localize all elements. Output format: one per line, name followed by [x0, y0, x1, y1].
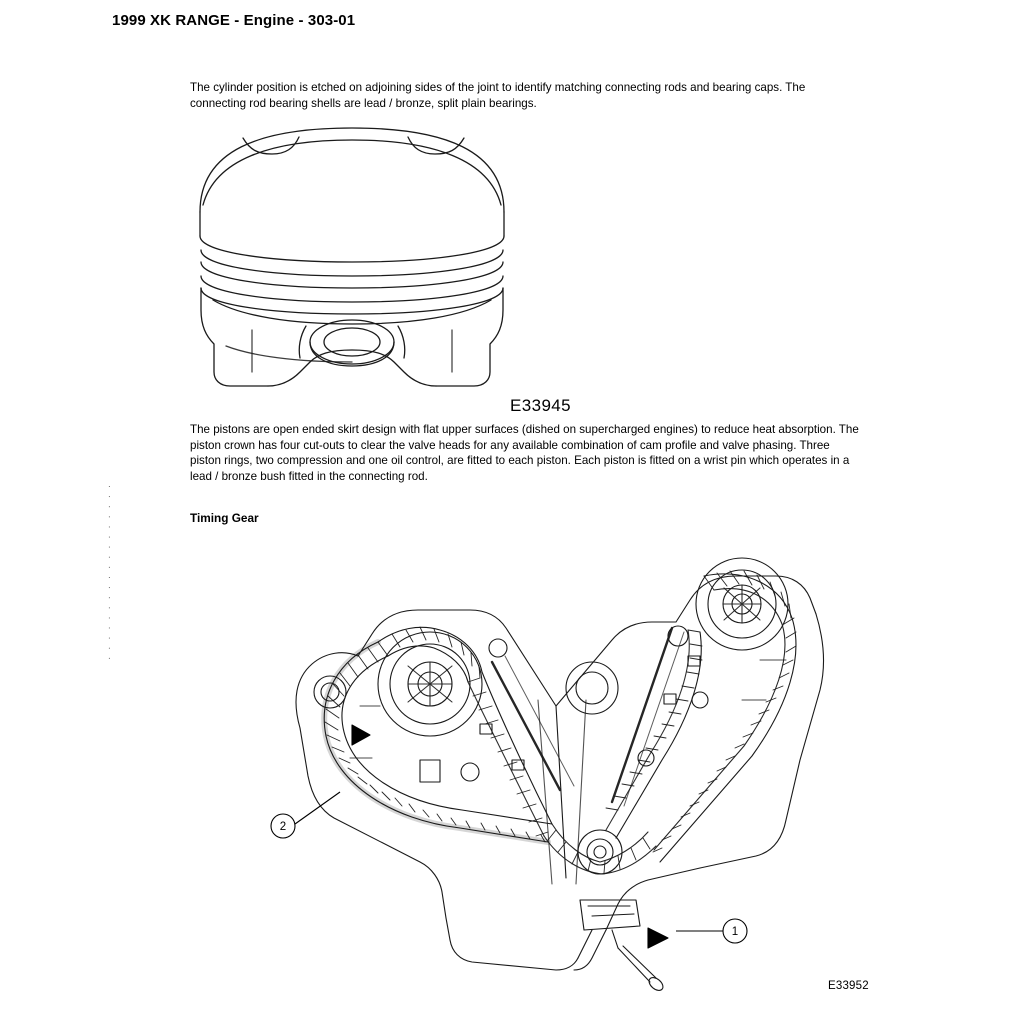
paragraph-connecting-rods: The cylinder position is etched on adjoining sides of the joint to identify matching connecting rods and bearing caps. The connecting rod bearing shells are lead / bronze, split plain bearings.	[190, 81, 806, 110]
callout-2	[271, 792, 340, 838]
section-heading-timing-gear: Timing Gear	[190, 511, 259, 525]
page-title: 1999 XK RANGE - Engine - 303-01	[112, 12, 356, 29]
margin-dotted-text: · · · · · · · · · · · · · · · · · ·	[104, 482, 115, 660]
paragraph-pistons: The pistons are open ended skirt design with flat upper surfaces (dished on supercharged engines) to reduce heat absorption. The piston crown has four cut-outs to clear the valve heads for any available combination of cam profile and valve phasing. Three piston rings, two compression and one oil control, are fitted to each piston. Each piston is fitted on a wrist pin which operates in a lead / bronze bush fitted in the connecting rod.	[190, 423, 859, 483]
callout-1-label: 1	[731, 926, 739, 938]
figure-code-timing-gear: E33952	[828, 980, 869, 992]
callout-1	[676, 919, 747, 943]
callout-2-label: 2	[279, 821, 287, 833]
figure-code-piston: E33945	[510, 396, 572, 415]
